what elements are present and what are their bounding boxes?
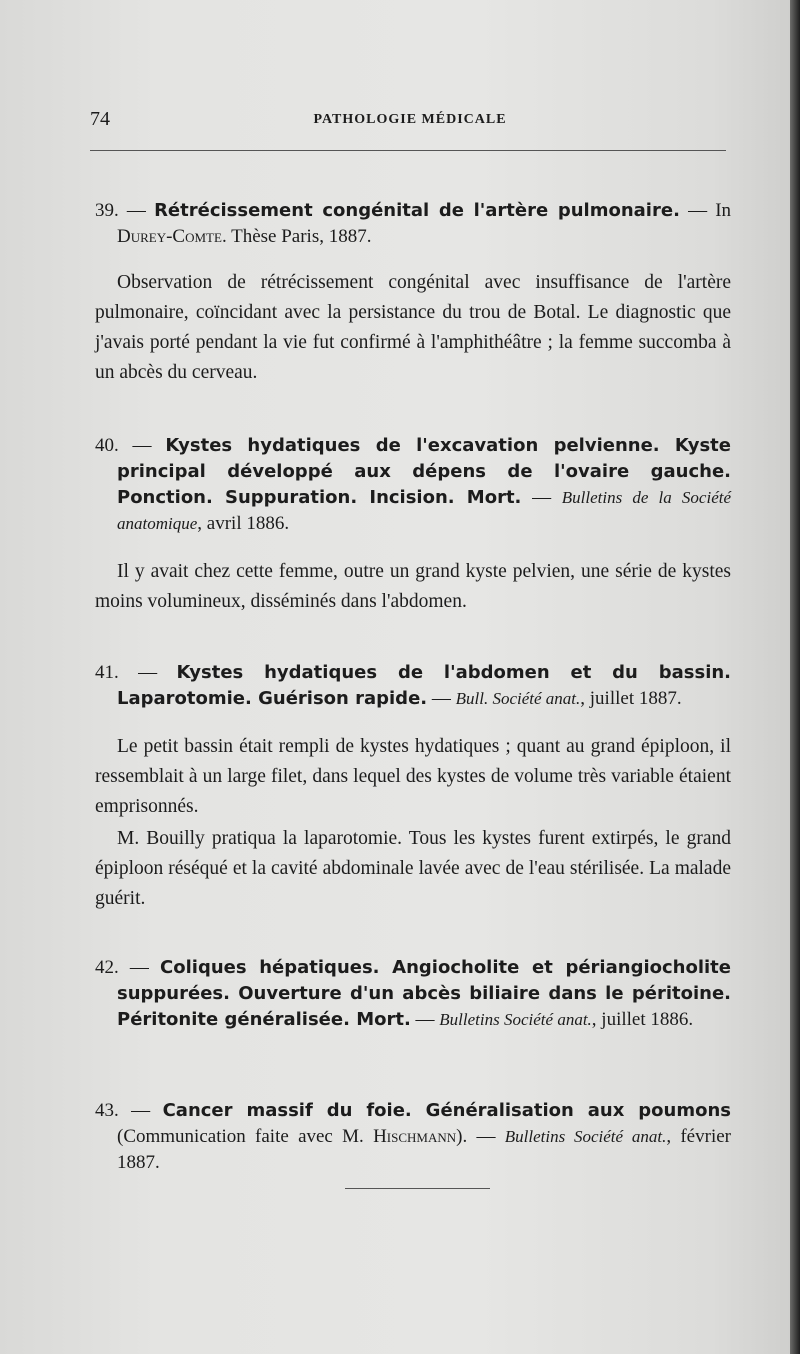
entry-43 [95,1098,731,1176]
entry-ref-rest: . Thèse Paris, 1887. [221,226,372,247]
entry-paragraph: Observation de rétrécissement congénital avec insuffisance de l'artère pulmonaire, coïncidant avec la persistance du trou de Botal. Le diagnostic que j'avais porté pendant la vie fut confirmé à l'amphithéâtre ; la femme succomba à un abcès du cerveau. [95,272,731,383]
entry-ref-separator: — [415,1009,435,1030]
entry-number: 41. [95,662,119,683]
entry-heading [95,660,731,712]
entry-dash: — [126,200,146,221]
entry-title: Kystes hydatiques de l'excavation pelvienne. Kyste principal développé aux dépens de l'ovaire gauche. Ponction. Suppuration. Incision. Mort. [117,435,731,508]
entry-ref-journal: Bulletins Société anat. [504,1127,667,1146]
entry-ref-author: Durey-Comte [117,226,222,247]
entry-ref-journal: Bulletins Société anat. [439,1010,592,1029]
entry-ref-separator: — [532,487,552,508]
entry-paragraph: M. Bouilly pratiqua la laparotomie. Tous les kystes furent extirpés, le grand épiploon réséqué et la cavité abdominale lavée avec de l'eau stérilisée. La malade guérit. [95,828,731,909]
entry-ref-prefix: (Communication faite avec M. [117,1126,374,1147]
header-rule [90,150,726,151]
entry-dash: — [131,1100,151,1121]
entry-paragraph: Le petit bassin était rempli de kystes hydatiques ; quant au grand épiploon, il ressemblait à un large filet, dans lequel des kystes de volume très variable étaient emprisonnés. [95,736,731,817]
entry-42 [95,955,731,1033]
running-title: PATHOLOGIE MÉDICALE [313,112,507,127]
entry-dash: — [129,957,149,978]
entry-41 [95,660,731,914]
entry-number: 39. [95,200,119,221]
entry-ref-rest: , avril 1886. [197,513,290,534]
entry-paragraph: Il y avait chez cette femme, outre un grand kyste pelvien, une série de kystes moins volumineux, disséminés dans l'abdomen. [95,561,731,612]
entry-title: Kystes hydatiques de l'abdomen et du bassin. Laparotomie. Guérison rapide. [117,662,732,709]
page-edge-shadow [790,0,800,1354]
entry-title: Cancer massif du foie. Généralisation aux poumons [162,1100,732,1121]
end-rule [345,1188,490,1189]
entry-heading [95,198,731,250]
entry-ref-journal: Bulletins de la Société anatomique [117,488,732,533]
entry-ref-author: Hischmann [373,1126,457,1147]
entry-dash: — [132,435,152,456]
entry-ref-prefix: — In [688,200,732,221]
entry-ref-separator: — [431,688,451,709]
entry-ref-rest: , juillet 1887. [580,688,682,709]
entry-heading [95,433,731,537]
entry-40 [95,433,731,617]
entry-ref-journal: Bull. Société anat. [455,689,581,708]
entry-heading [95,1098,731,1176]
page-header [90,108,730,138]
entry-ref-mid: ). — [456,1126,505,1147]
entry-39 [95,198,731,388]
entry-title: Rétrécissement congénital de l'artère pulmonaire. [154,200,680,221]
entry-number: 42. [95,957,119,978]
entry-ref-rest: , juillet 1886. [591,1009,694,1030]
entry-dash: — [138,662,158,683]
page-number: 74 [90,108,110,130]
entry-number: 43. [95,1100,119,1121]
entry-ref-rest: , février 1887. [117,1126,731,1173]
entry-title: Coliques hépatiques. Angiocholite et périangiocholite suppurées. Ouverture d'un abcès biliaire dans le péritoine. Péritonite généralisée. Mort. [117,957,731,1030]
entry-number: 40. [95,435,119,456]
entry-heading [95,955,731,1033]
